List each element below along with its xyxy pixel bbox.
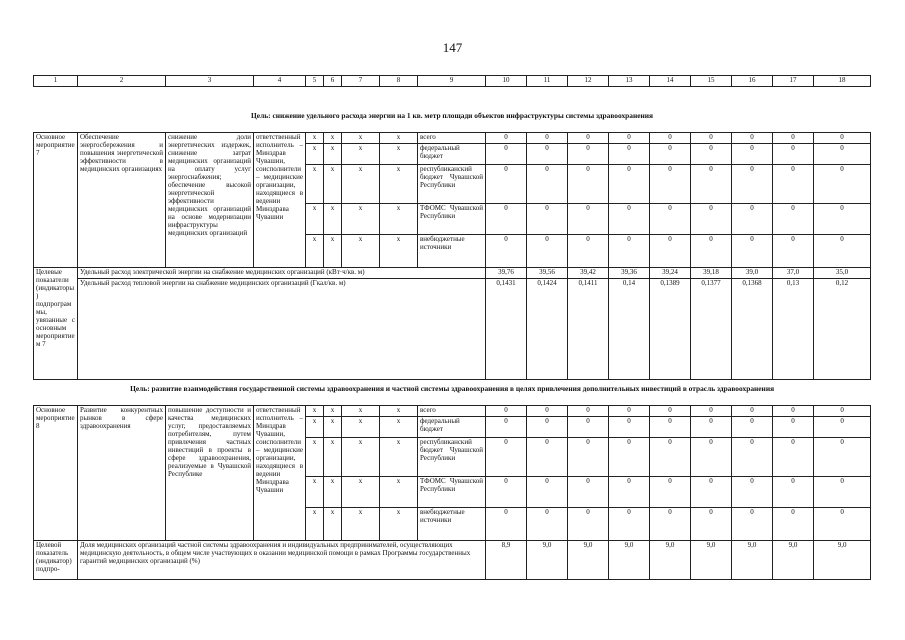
indicator-value: 8,9 [486,541,527,580]
code-x-cell: х [380,165,418,204]
section-table-2 [33,385,871,580]
funding-value: 0 [691,144,732,165]
funding-value: 0 [486,508,527,541]
indicator-value: 35,0 [814,268,871,279]
funding-source: республиканский бюджет Чувашской Республики [418,438,486,477]
funding-value: 0 [527,477,568,508]
funding-value: 0 [650,438,691,477]
code-x-cell: х [324,508,342,541]
column-number-header: 14 [650,76,691,87]
funding-value: 0 [527,438,568,477]
code-x-cell: х [342,204,380,235]
funding-value: 0 [486,235,527,268]
indicator-value: 0,1411 [568,279,609,380]
indicator-value: 0,1377 [691,279,732,380]
funding-value: 0 [691,477,732,508]
funding-value: 0 [486,406,527,417]
indicator-value: 39,36 [609,268,650,279]
code-x-cell: х [324,417,342,438]
goal-heading: Цель: снижение удельного расхода энергии на 1 кв. метр площади объектов инфраструктуры системы здравоохранения [251,112,654,120]
funding-value: 0 [773,165,814,204]
column-number-header: 13 [609,76,650,87]
code-x-cell: х [306,508,324,541]
funding-value: 0 [568,133,609,144]
funding-value: 0 [773,477,814,508]
code-x-cell: х [324,144,342,165]
funding-value: 0 [609,133,650,144]
column-number-header: 16 [732,76,773,87]
funding-value: 0 [527,133,568,144]
code-x-cell: х [342,235,380,268]
funding-value: 0 [814,165,871,204]
funding-value: 0 [609,144,650,165]
indicator-value: 39,18 [691,268,732,279]
indicator-value: 39,42 [568,268,609,279]
funding-value: 0 [650,508,691,541]
code-x-cell: х [306,406,324,417]
funding-value: 0 [486,133,527,144]
code-x-cell: х [380,508,418,541]
funding-value: 0 [568,438,609,477]
section-table-1 [33,112,871,380]
funding-value: 0 [568,144,609,165]
funding-value: 0 [814,204,871,235]
indicator-label: Целевые показатели (индикаторы) подпрограммы, увязанные с основным мероприятием 7 [34,268,78,380]
funding-value: 0 [732,144,773,165]
funding-source: ТФОМС Чувашской Республики [418,204,486,235]
funding-value: 0 [527,508,568,541]
indicator-value: 0,1424 [527,279,568,380]
funding-value: 0 [609,406,650,417]
column-number-header: 15 [691,76,732,87]
funding-value: 0 [814,133,871,144]
funding-value: 0 [609,477,650,508]
indicator-value: 37,0 [773,268,814,279]
funding-value: 0 [732,204,773,235]
column-number-header: 4 [254,76,306,87]
column-number-header: 2 [78,76,166,87]
code-x-cell: х [306,165,324,204]
funding-value: 0 [773,144,814,165]
funding-value: 0 [568,165,609,204]
funding-value: 0 [691,235,732,268]
funding-value: 0 [609,508,650,541]
funding-value: 0 [814,235,871,268]
funding-value: 0 [691,133,732,144]
funding-value: 0 [732,133,773,144]
event-responsible: ответственный исполнитель – Минздрав Чувашии, соисполнители – медицинские организации, находящиеся в ведении Минздрава Чувашии [254,133,306,268]
event-result: повышение доступности и качества медицинских услуг, предоставляемых потребителям, путем привлечения частных инвестиций в проекты в сфере здравоохранения, реализуемые в Чувашской Республике [166,406,254,541]
code-x-cell: х [306,417,324,438]
funding-value: 0 [650,417,691,438]
code-x-cell: х [380,235,418,268]
indicator-value: 0,14 [609,279,650,380]
funding-value: 0 [650,477,691,508]
page-number: 147 [442,40,463,55]
funding-value: 0 [732,438,773,477]
code-x-cell: х [324,133,342,144]
event-name: Развитие конкурентных рынков в сфере здравоохранения [78,406,166,541]
funding-value: 0 [814,508,871,541]
funding-value: 0 [773,235,814,268]
indicator-value: 0,1389 [650,279,691,380]
code-x-cell: х [342,477,380,508]
indicator-label: Целевой показатель (индикатор) подпро- [34,541,78,580]
funding-value: 0 [568,204,609,235]
column-number-header: 9 [418,76,486,87]
funding-source: федеральный бюджет [418,417,486,438]
funding-value: 0 [732,165,773,204]
code-x-cell: х [324,204,342,235]
event-responsible: ответственный исполнитель – Минздрав Чувашии, соисполнители – медицинские организации, находящиеся в ведении Минздрава Чувашии [254,406,306,541]
code-x-cell: х [380,406,418,417]
funding-value: 0 [527,165,568,204]
indicator-name: Удельный расход электрической энергии на снабжение медицинских организаций (кВт·ч/кв. м) [78,268,486,279]
code-x-cell: х [306,477,324,508]
indicator-name: Удельный расход тепловой энергии на снабжение медицинских организаций (Гкал/кв. м) [78,279,486,380]
indicator-value: 39,0 [732,268,773,279]
column-number-header: 6 [324,76,342,87]
indicator-value: 0,1431 [486,279,527,380]
funding-value: 0 [527,235,568,268]
column-number-header: 10 [486,76,527,87]
code-x-cell: х [380,417,418,438]
code-x-cell: х [342,417,380,438]
funding-value: 0 [732,417,773,438]
funding-value: 0 [527,144,568,165]
funding-value: 0 [486,165,527,204]
funding-value: 0 [486,204,527,235]
code-x-cell: х [380,204,418,235]
funding-value: 0 [486,144,527,165]
funding-value: 0 [732,477,773,508]
funding-value: 0 [814,406,871,417]
event-label: Основное мероприятие 7 [34,133,78,268]
funding-value: 0 [691,165,732,204]
funding-value: 0 [527,204,568,235]
column-number-header: 11 [527,76,568,87]
funding-source: всего [418,133,486,144]
code-x-cell: х [324,406,342,417]
column-number-header: 12 [568,76,609,87]
column-number-header: 7 [342,76,380,87]
event-label: Основное мероприятие 8 [34,406,78,541]
code-x-cell: х [306,235,324,268]
funding-value: 0 [732,406,773,417]
indicator-value: 9,0 [568,541,609,580]
code-x-cell: х [324,438,342,477]
indicator-value: 0,12 [814,279,871,380]
code-x-cell: х [342,438,380,477]
funding-value: 0 [650,235,691,268]
funding-value: 0 [568,417,609,438]
funding-value: 0 [814,417,871,438]
funding-value: 0 [773,417,814,438]
code-x-cell: х [306,204,324,235]
funding-value: 0 [486,438,527,477]
indicator-value: 39,24 [650,268,691,279]
funding-source: федеральный бюджет [418,144,486,165]
column-number-header: 18 [814,76,871,87]
funding-value: 0 [650,204,691,235]
funding-source: всего [418,406,486,417]
column-header-table [33,75,871,87]
code-x-cell: х [380,477,418,508]
event-name: Обеспечение энергосбережения и повышения энергетической эффективности в медицинских организациях [78,133,166,268]
code-x-cell: х [380,133,418,144]
indicator-value: 9,0 [732,541,773,580]
indicator-value: 0,1368 [732,279,773,380]
code-x-cell: х [342,165,380,204]
funding-value: 0 [650,406,691,417]
code-x-cell: х [380,144,418,165]
funding-value: 0 [691,204,732,235]
funding-source: республиканский бюджет Чувашской Республики [418,165,486,204]
funding-source: ТФОМС Чувашской Республики [418,477,486,508]
indicator-value: 39,56 [527,268,568,279]
funding-source: внебюджетные источники [418,235,486,268]
column-number-header: 5 [306,76,324,87]
code-x-cell: х [324,477,342,508]
column-number-header: 17 [773,76,814,87]
funding-value: 0 [814,144,871,165]
indicator-value: 9,0 [527,541,568,580]
code-x-cell: х [380,438,418,477]
code-x-cell: х [342,133,380,144]
code-x-cell: х [324,235,342,268]
funding-value: 0 [609,417,650,438]
indicator-value: 9,0 [691,541,732,580]
code-x-cell: х [342,144,380,165]
indicator-value: 9,0 [609,541,650,580]
code-x-cell: х [324,165,342,204]
funding-value: 0 [609,438,650,477]
funding-value: 0 [814,438,871,477]
funding-value: 0 [773,406,814,417]
funding-value: 0 [568,235,609,268]
code-x-cell: х [342,508,380,541]
funding-value: 0 [609,204,650,235]
funding-source: внебюджетные источники [418,508,486,541]
funding-value: 0 [732,508,773,541]
indicator-value: 0,13 [773,279,814,380]
code-x-cell: х [342,406,380,417]
indicator-value: 39,76 [486,268,527,279]
funding-value: 0 [732,235,773,268]
funding-value: 0 [650,133,691,144]
indicator-value: 9,0 [650,541,691,580]
funding-value: 0 [691,508,732,541]
column-number-header: 3 [166,76,254,87]
funding-value: 0 [773,438,814,477]
column-number-header: 1 [34,76,78,87]
indicator-name: Доля медицинских организаций частной системы здравоохранения и индивидуальных предпринимателей, осуществляющих медицинскую деятельность, в общем числе участвующих в оказании медицинской помощи в рамках Программы государственных гарантий медицинских организаций (%) [78,541,486,580]
indicator-value: 9,0 [814,541,871,580]
funding-value: 0 [650,165,691,204]
funding-value: 0 [814,477,871,508]
funding-value: 0 [691,406,732,417]
funding-value: 0 [568,477,609,508]
funding-value: 0 [650,144,691,165]
funding-value: 0 [568,508,609,541]
funding-value: 0 [609,165,650,204]
funding-value: 0 [527,406,568,417]
column-number-header: 8 [380,76,418,87]
indicator-value: 9,0 [773,541,814,580]
funding-value: 0 [691,417,732,438]
funding-value: 0 [773,508,814,541]
funding-value: 0 [568,406,609,417]
goal-heading: Цель: развитие взаимодействия государственной системы здравоохранения и частной системы здравоохранения в целях привлечения дополнительных инвестиций в отрасль здравоохранения [130,385,775,393]
funding-value: 0 [486,477,527,508]
funding-value: 0 [486,417,527,438]
funding-value: 0 [527,417,568,438]
code-x-cell: х [306,438,324,477]
funding-value: 0 [691,438,732,477]
funding-value: 0 [773,133,814,144]
funding-value: 0 [609,235,650,268]
funding-value: 0 [773,204,814,235]
event-result: снижение доли энергетических издержек, снижение затрат медицинских организаций на оплату услуг энергоснабжения; обеспечение высокой энергетической эффективности медицинских организаций на основе модернизации инфраструктуры медицинских организаций [166,133,254,268]
code-x-cell: х [306,133,324,144]
code-x-cell: х [306,144,324,165]
